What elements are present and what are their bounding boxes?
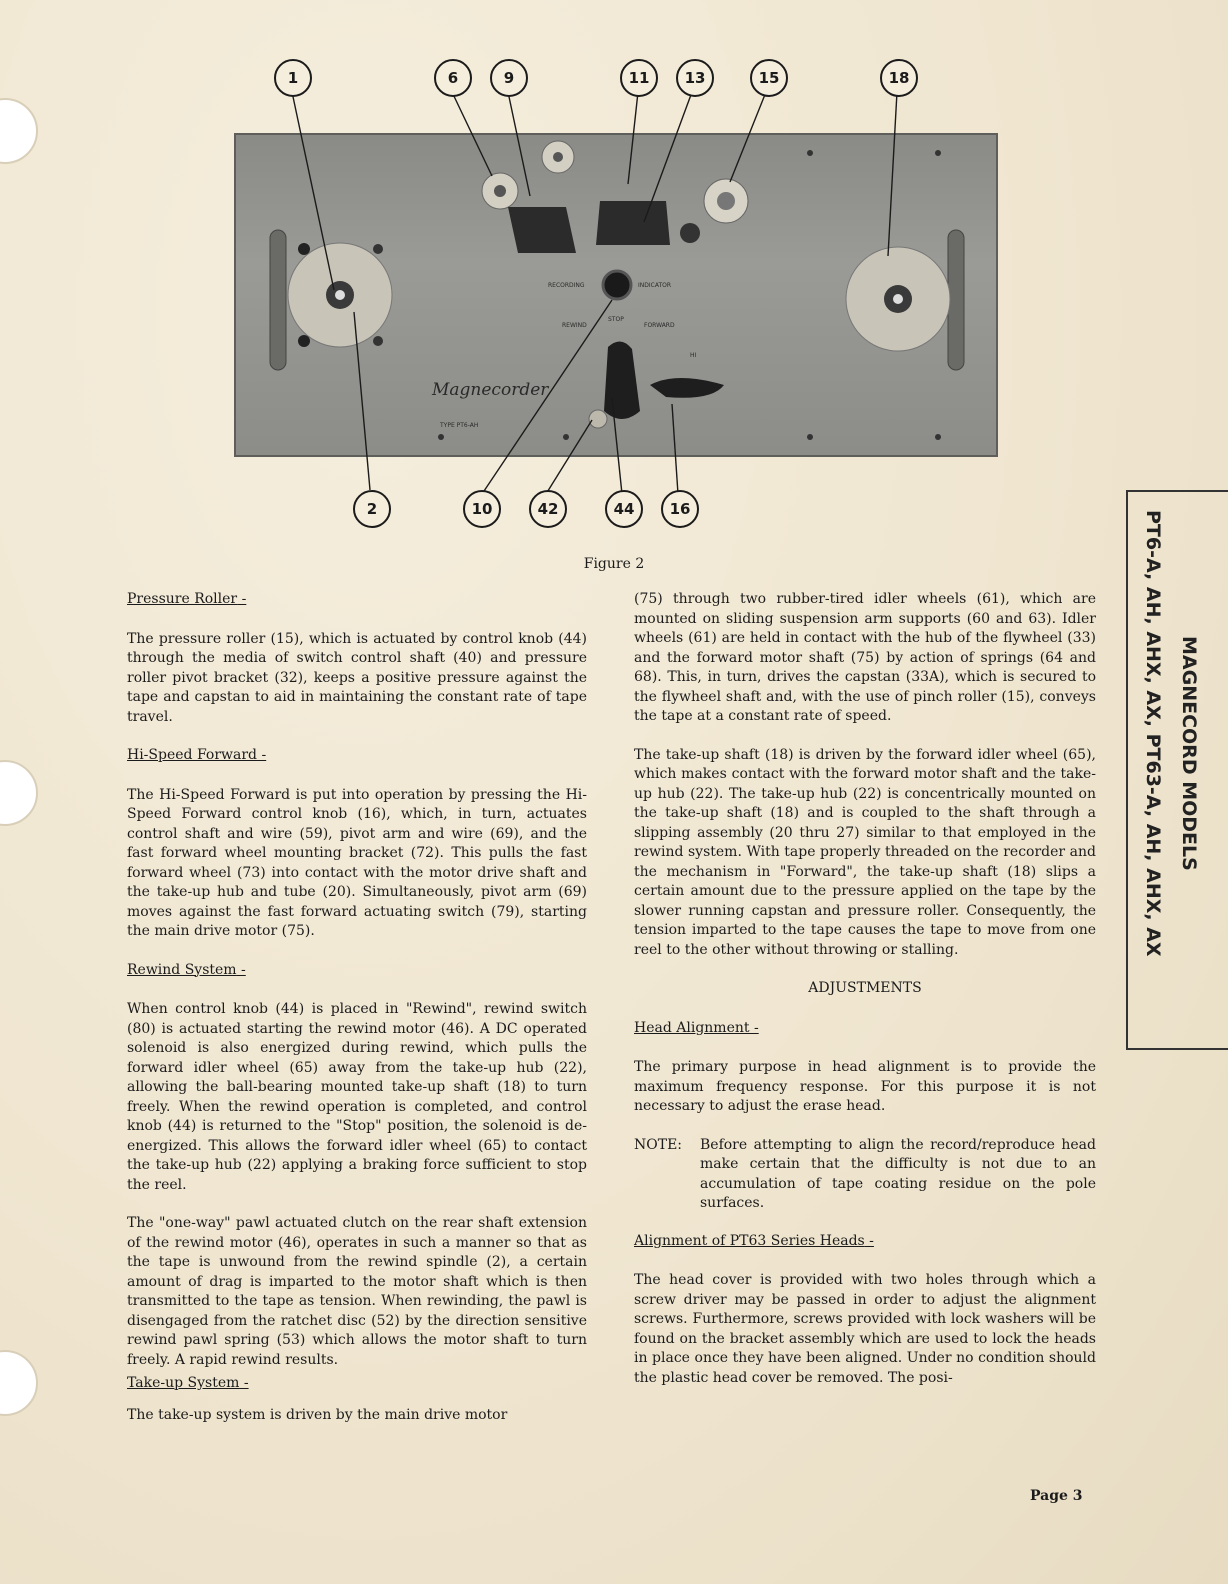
pt63-alignment-paragraph: The head cover is provided with two holes through which a screw driver may be passed in order to adjust the alignment screws. Furthermore, screws provided with lock washers will be found on the bracket assembly which are used to lock the heads in place once they have been aligned. Under no condition should the plastic head cover be removed. The posi- [634,1272,1096,1386]
model-sidebar-tab [1126,490,1228,1050]
figure-callout-2: 2 [353,490,391,528]
note-label: NOTE: [634,1136,683,1153]
sidebar-models: PT6-A, AH, AHX, AX, PT63-A, AH, AHX, AX [1142,510,1164,957]
adjustments-heading: ADJUSTMENTS [808,980,922,996]
panel-label-forward: FORWARD [644,322,675,329]
head-alignment-paragraph: The primary purpose in head alignment is to provide the maximum frequency response. For this purpose it is not necessary to adjust the erase head. [634,1059,1096,1114]
binder-punch-hole [0,760,38,826]
figure-callout-1: 1 [274,59,312,97]
binder-punch-hole [0,98,38,164]
figure-callout-11: 11 [620,59,658,97]
panel-logo-text: Magnecorder [432,380,549,400]
figure-callout-10: 10 [463,490,501,528]
figure-callout-42: 42 [529,490,567,528]
section-heading-pressure-roller: Pressure Roller - [127,591,247,607]
right-text-column [634,590,1096,1407]
note-body: Before attempting to align the record/reproduce head make certain that the difficulty is not due to an accumulation of tape coating residue on the pole surfaces. [700,1136,1096,1211]
binder-punch-hole [0,1350,38,1416]
sidebar-title: MAGNECORD MODELS [1178,636,1200,871]
take-up-system-paragraph: The take-up system is driven by the main drive motor [127,1406,508,1423]
panel-type-label: TYPE PT6-AH [440,422,479,429]
recorder-panel-photo [234,133,998,457]
figure-callout-9: 9 [490,59,528,97]
figure-callout-16: 16 [661,490,699,528]
section-heading-pt63-alignment: Alignment of PT63 Series Heads - [634,1232,874,1249]
panel-label-stop: STOP [608,316,624,323]
panel-label-rewind: REWIND [562,322,587,329]
panel-label-recording: RECORDING [548,282,585,289]
figure-callout-15: 15 [750,59,788,97]
panel-label-indicator: INDICATOR [638,282,672,289]
figure-callout-13: 13 [676,59,714,97]
take-up-shaft-paragraph: The take-up shaft (18) is driven by the forward idler wheel (65), which makes contact with the forward motor shaft and the take-up hub (22). The take-up hub (22) is concentrically mounted on the take-up shaft (18) and is coupled to the shaft through a slipping assembly (20 thru 27) similar to that employed in the rewind system. With tape properly threaded on the recorder and the mechanism in "Forward", the take-up shaft (18) slips a certain amount due to the pressure applied on the tape by the slower running capstan and pressure roller. Consequently, the tension imparted to the tape causes the tape to move from one reel to the other without throwing or stalling. [634,746,1096,958]
section-heading-rewind-system: Rewind System - [127,961,246,978]
figure-callout-18: 18 [880,59,918,97]
hi-speed-forward-paragraph: The Hi-Speed Forward is put into operation by pressing the Hi-Speed Forward control knob (16), which, in turn, actuates control shaft and wire (59), pivot arm and wire (69), and the fast forward wheel mounting bracket (72). This pulls the fast forward wheel (73) into contact with the motor drive shaft and the take-up hub and tube (20). Simultaneously, pivot arm (69) moves against the fast forward actuating switch (79), starting the main drive motor (75). [127,786,587,939]
section-heading-head-alignment: Head Alignment - [634,1019,759,1036]
panel-label-hi: HI [690,352,697,359]
rewind-system-paragraph-2: The "one-way" pawl actuated clutch on the rear shaft extension of the rewind motor (46), operates in such a manner so that as the tape is unwound from the rewind spindle (2), a certain amount of drag is imparted to the motor shaft which is then transmitted to the tape as tension. When rewinding, the pawl is disengaged from the ratchet disc (52) by the direction sensitive rewind pawl spring (53) which allows the motor shaft to turn freely. A rapid rewind results. [127,1215,587,1368]
figure-callout-6: 6 [434,59,472,97]
section-heading-hi-speed-forward: Hi-Speed Forward - [127,747,267,763]
page-number: Page 3 [1030,1488,1083,1504]
figure-callout-44: 44 [605,490,643,528]
pressure-roller-paragraph: The pressure roller (15), which is actuated by control knob (44) through the media of switch control shaft (40) and pressure roller pivot bracket (32), keeps a positive pressure against the tape and capstan to aid in maintaining the constant rate of tape travel. [127,630,587,725]
take-up-continued-paragraph: (75) through two rubber-tired idler wheels (61), which are mounted on sliding suspension arm supports (60 and 63). Idler wheels (61) are held in contact with the hub of the flywheel (33) and the forward motor shaft (75) by action of springs (64 and 68). This, in turn, drives the capstan (33A), which is secured to the flywheel shaft and, with the use of pinch roller (15), conveys the tape at a constant rate of speed. [634,591,1096,724]
figure-caption: Figure 2 [583,556,645,572]
left-text-column [127,590,587,1444]
head-alignment-note [634,1136,1096,1214]
section-heading-take-up-system: Take-up System - [127,1375,249,1391]
rewind-system-paragraph-1: When control knob (44) is placed in "Rewind", rewind switch (80) is actuated starting the rewind motor (46). A DC operated solenoid is also energized during rewind, which pulls the forward idler wheel (65) away from the take-up hub (22), allowing the ball-bearing mounted take-up shaft (18) to turn freely. When the rewind operation is completed, and control knob (44) is returned to the "Stop" position, the solenoid is de-energized. This allows the forward idler wheel (65) to contact the take-up hub (22) applying a braking force sufficient to stop the reel. [127,1001,587,1193]
recorder-panel-illustration [236,135,996,455]
